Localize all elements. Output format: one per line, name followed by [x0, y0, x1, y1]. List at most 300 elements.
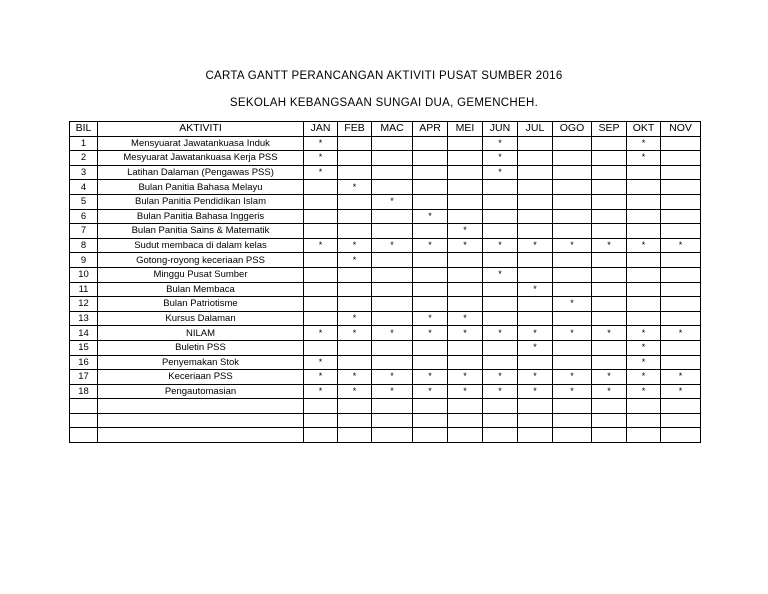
cell-mei	[448, 194, 483, 209]
cell-jul	[518, 355, 553, 370]
cell-mac: *	[372, 370, 413, 385]
cell-sep	[592, 253, 627, 268]
header-ogo: OGO	[553, 122, 592, 137]
cell-ogo	[553, 267, 592, 282]
cell-mac	[372, 340, 413, 355]
header-aktiviti: AKTIVITI	[98, 122, 304, 137]
cell-okt	[627, 267, 661, 282]
cell-ogo	[553, 194, 592, 209]
cell-ogo	[553, 224, 592, 239]
cell-nov	[661, 136, 701, 151]
cell-ogo	[553, 209, 592, 224]
cell-ogo	[553, 180, 592, 195]
cell-jun	[483, 297, 518, 312]
cell-jun: *	[483, 384, 518, 399]
cell-jul	[518, 399, 553, 414]
header-jul: JUL	[518, 122, 553, 137]
table-row	[70, 267, 701, 282]
cell-okt: *	[627, 370, 661, 385]
cell-apr: *	[413, 209, 448, 224]
cell-sep	[592, 355, 627, 370]
cell-apr	[413, 355, 448, 370]
cell-jul: *	[518, 384, 553, 399]
cell-feb	[338, 267, 372, 282]
table-row	[70, 326, 701, 341]
cell-jun	[483, 194, 518, 209]
header-mac: MAC	[372, 122, 413, 137]
cell-jul	[518, 413, 553, 428]
cell-ogo: *	[553, 384, 592, 399]
cell-okt: *	[627, 238, 661, 253]
cell-feb: *	[338, 326, 372, 341]
cell-sep	[592, 267, 627, 282]
cell-mac: *	[372, 238, 413, 253]
cell-mac	[372, 165, 413, 180]
cell-jun: *	[483, 238, 518, 253]
cell-mei	[448, 267, 483, 282]
row-aktiviti: Penyemakan Stok	[98, 355, 304, 370]
document-subtitle: SEKOLAH KEBANGSAAN SUNGAI DUA, GEMENCHEH.	[229, 97, 539, 109]
cell-jul	[518, 180, 553, 195]
cell-mei	[448, 136, 483, 151]
cell-sep: *	[592, 238, 627, 253]
row-aktiviti: Mensyuarat Jawatankuasa Induk	[98, 136, 304, 151]
cell-jun	[483, 428, 518, 443]
cell-sep	[592, 194, 627, 209]
cell-mei: *	[448, 224, 483, 239]
row-aktiviti: Bulan Panitia Pendidikan Islam	[98, 194, 304, 209]
cell-mac	[372, 136, 413, 151]
cell-feb	[338, 399, 372, 414]
table-row	[70, 282, 701, 297]
cell-mei	[448, 253, 483, 268]
cell-ogo	[553, 413, 592, 428]
table-row	[70, 428, 701, 443]
cell-jun: *	[483, 136, 518, 151]
cell-mac: *	[372, 194, 413, 209]
cell-mei	[448, 209, 483, 224]
row-aktiviti: Buletin PSS	[98, 340, 304, 355]
cell-okt	[627, 297, 661, 312]
cell-mac	[372, 413, 413, 428]
cell-jun	[483, 180, 518, 195]
cell-feb: *	[338, 384, 372, 399]
header-jun: JUN	[483, 122, 518, 137]
cell-feb: *	[338, 253, 372, 268]
cell-okt	[627, 165, 661, 180]
cell-sep	[592, 297, 627, 312]
cell-sep	[592, 151, 627, 166]
cell-jul	[518, 267, 553, 282]
cell-jan: *	[304, 165, 338, 180]
cell-sep: *	[592, 384, 627, 399]
cell-ogo: *	[553, 297, 592, 312]
cell-ogo: *	[553, 238, 592, 253]
row-bil	[70, 428, 98, 443]
table-row	[70, 297, 701, 312]
cell-nov	[661, 209, 701, 224]
cell-okt: *	[627, 326, 661, 341]
row-bil: 16	[70, 355, 98, 370]
cell-apr: *	[413, 326, 448, 341]
cell-ogo	[553, 282, 592, 297]
cell-okt	[627, 413, 661, 428]
cell-sep: *	[592, 326, 627, 341]
cell-jan: *	[304, 384, 338, 399]
cell-apr	[413, 413, 448, 428]
row-aktiviti: Minggu Pusat Sumber	[98, 267, 304, 282]
cell-nov: *	[661, 384, 701, 399]
cell-sep	[592, 340, 627, 355]
cell-okt	[627, 194, 661, 209]
cell-jan: *	[304, 355, 338, 370]
row-bil: 5	[70, 194, 98, 209]
cell-sep	[592, 209, 627, 224]
cell-jan: *	[304, 326, 338, 341]
cell-feb: *	[338, 370, 372, 385]
cell-nov	[661, 180, 701, 195]
document-title: CARTA GANTT PERANCANGAN AKTIVITI PUSAT SUMBER 2016	[205, 70, 563, 82]
cell-sep: *	[592, 370, 627, 385]
cell-mac	[372, 355, 413, 370]
cell-jun	[483, 282, 518, 297]
cell-sep	[592, 136, 627, 151]
row-bil: 14	[70, 326, 98, 341]
cell-nov	[661, 253, 701, 268]
cell-mac	[372, 297, 413, 312]
cell-okt	[627, 399, 661, 414]
cell-mei	[448, 282, 483, 297]
row-bil: 4	[70, 180, 98, 195]
cell-mei: *	[448, 311, 483, 326]
row-bil: 8	[70, 238, 98, 253]
cell-apr	[413, 165, 448, 180]
cell-jul: *	[518, 238, 553, 253]
row-aktiviti: Latihan Dalaman (Pengawas PSS)	[98, 165, 304, 180]
cell-feb: *	[338, 180, 372, 195]
cell-apr	[413, 267, 448, 282]
table-row	[70, 370, 701, 385]
cell-nov	[661, 428, 701, 443]
cell-jan	[304, 311, 338, 326]
cell-ogo	[553, 151, 592, 166]
cell-sep	[592, 180, 627, 195]
cell-jun	[483, 340, 518, 355]
row-bil: 2	[70, 151, 98, 166]
cell-okt	[627, 428, 661, 443]
cell-jan	[304, 194, 338, 209]
cell-jan	[304, 253, 338, 268]
cell-jan: *	[304, 151, 338, 166]
row-aktiviti: Bulan Membaca	[98, 282, 304, 297]
cell-apr	[413, 428, 448, 443]
table-row	[70, 413, 701, 428]
row-bil: 7	[70, 224, 98, 239]
table-row	[70, 355, 701, 370]
row-aktiviti: Bulan Panitia Sains & Matematik	[98, 224, 304, 239]
cell-mac	[372, 224, 413, 239]
header-nov: NOV	[661, 122, 701, 137]
row-aktiviti: NILAM	[98, 326, 304, 341]
cell-mei	[448, 340, 483, 355]
cell-okt: *	[627, 151, 661, 166]
cell-jan	[304, 267, 338, 282]
cell-mac	[372, 428, 413, 443]
row-bil: 17	[70, 370, 98, 385]
cell-apr: *	[413, 384, 448, 399]
cell-mei: *	[448, 384, 483, 399]
cell-jan	[304, 340, 338, 355]
row-bil: 12	[70, 297, 98, 312]
cell-ogo	[553, 165, 592, 180]
cell-apr: *	[413, 311, 448, 326]
cell-feb	[338, 151, 372, 166]
cell-apr	[413, 340, 448, 355]
cell-mac	[372, 180, 413, 195]
header-apr: APR	[413, 122, 448, 137]
table-row	[70, 180, 701, 195]
cell-nov	[661, 399, 701, 414]
cell-feb	[338, 209, 372, 224]
cell-mac: *	[372, 326, 413, 341]
cell-jul: *	[518, 282, 553, 297]
cell-mac: *	[372, 384, 413, 399]
cell-apr	[413, 282, 448, 297]
table-row	[70, 151, 701, 166]
cell-ogo	[553, 399, 592, 414]
cell-nov	[661, 413, 701, 428]
cell-apr	[413, 224, 448, 239]
cell-okt: *	[627, 340, 661, 355]
row-aktiviti	[98, 413, 304, 428]
table-row	[70, 165, 701, 180]
cell-mei: *	[448, 326, 483, 341]
cell-jul	[518, 136, 553, 151]
cell-jun	[483, 253, 518, 268]
gantt-body	[70, 136, 701, 442]
cell-apr	[413, 151, 448, 166]
table-row	[70, 209, 701, 224]
cell-nov	[661, 340, 701, 355]
cell-feb	[338, 165, 372, 180]
row-aktiviti: Bulan Patriotisme	[98, 297, 304, 312]
cell-jul	[518, 194, 553, 209]
cell-jun: *	[483, 151, 518, 166]
cell-feb	[338, 428, 372, 443]
table-row	[70, 399, 701, 414]
table-row	[70, 136, 701, 151]
cell-jan	[304, 180, 338, 195]
cell-ogo: *	[553, 326, 592, 341]
cell-ogo	[553, 428, 592, 443]
cell-nov	[661, 151, 701, 166]
cell-mac	[372, 282, 413, 297]
cell-sep	[592, 165, 627, 180]
cell-jan	[304, 209, 338, 224]
cell-mac	[372, 209, 413, 224]
cell-apr	[413, 194, 448, 209]
cell-jul	[518, 165, 553, 180]
cell-okt	[627, 180, 661, 195]
cell-jul	[518, 428, 553, 443]
cell-jan: *	[304, 370, 338, 385]
cell-nov	[661, 282, 701, 297]
cell-okt	[627, 282, 661, 297]
cell-sep	[592, 311, 627, 326]
cell-mei: *	[448, 238, 483, 253]
cell-jun	[483, 413, 518, 428]
cell-mei	[448, 297, 483, 312]
table-row	[70, 238, 701, 253]
table-row	[70, 253, 701, 268]
cell-apr	[413, 136, 448, 151]
cell-jun	[483, 355, 518, 370]
cell-jan	[304, 224, 338, 239]
cell-sep	[592, 282, 627, 297]
cell-nov: *	[661, 326, 701, 341]
row-aktiviti: Keceriaan PSS	[98, 370, 304, 385]
cell-okt	[627, 224, 661, 239]
header-bil: BIL	[70, 122, 98, 137]
cell-nov	[661, 224, 701, 239]
cell-feb	[338, 413, 372, 428]
cell-mac	[372, 267, 413, 282]
cell-feb	[338, 340, 372, 355]
cell-jan	[304, 282, 338, 297]
row-aktiviti: Pengautomasian	[98, 384, 304, 399]
cell-mac	[372, 311, 413, 326]
cell-jun	[483, 399, 518, 414]
table-row	[70, 194, 701, 209]
cell-okt: *	[627, 384, 661, 399]
cell-nov	[661, 297, 701, 312]
cell-jun: *	[483, 165, 518, 180]
row-aktiviti: Mesyuarat Jawatankuasa Kerja PSS	[98, 151, 304, 166]
row-bil	[70, 399, 98, 414]
cell-ogo: *	[553, 370, 592, 385]
cell-jul	[518, 253, 553, 268]
cell-sep	[592, 413, 627, 428]
cell-mei: *	[448, 370, 483, 385]
cell-feb	[338, 355, 372, 370]
cell-jul: *	[518, 326, 553, 341]
cell-jun: *	[483, 267, 518, 282]
row-aktiviti	[98, 399, 304, 414]
cell-okt	[627, 253, 661, 268]
cell-jul	[518, 151, 553, 166]
cell-okt	[627, 311, 661, 326]
row-aktiviti: Sudut membaca di dalam kelas	[98, 238, 304, 253]
header-row	[70, 122, 701, 137]
cell-okt: *	[627, 136, 661, 151]
row-bil: 3	[70, 165, 98, 180]
cell-jun	[483, 224, 518, 239]
table-row	[70, 224, 701, 239]
cell-mei	[448, 413, 483, 428]
cell-nov	[661, 194, 701, 209]
row-aktiviti	[98, 428, 304, 443]
cell-nov: *	[661, 370, 701, 385]
cell-ogo	[553, 253, 592, 268]
row-aktiviti: Bulan Panitia Bahasa Melayu	[98, 180, 304, 195]
cell-nov	[661, 355, 701, 370]
cell-nov	[661, 311, 701, 326]
row-aktiviti: Bulan Panitia Bahasa Inggeris	[98, 209, 304, 224]
cell-nov: *	[661, 238, 701, 253]
cell-jan	[304, 297, 338, 312]
cell-nov	[661, 165, 701, 180]
cell-ogo	[553, 311, 592, 326]
header-jan: JAN	[304, 122, 338, 137]
cell-apr	[413, 180, 448, 195]
cell-sep	[592, 224, 627, 239]
cell-feb	[338, 224, 372, 239]
cell-feb	[338, 297, 372, 312]
cell-jan: *	[304, 238, 338, 253]
cell-mei	[448, 428, 483, 443]
cell-mei	[448, 399, 483, 414]
cell-mei	[448, 180, 483, 195]
cell-feb: *	[338, 238, 372, 253]
cell-jul	[518, 224, 553, 239]
cell-apr: *	[413, 238, 448, 253]
cell-jan: *	[304, 136, 338, 151]
cell-mei	[448, 151, 483, 166]
cell-apr	[413, 399, 448, 414]
cell-jun: *	[483, 326, 518, 341]
row-bil: 6	[70, 209, 98, 224]
row-aktiviti: Gotong-royong keceriaan PSS	[98, 253, 304, 268]
header-okt: OKT	[627, 122, 661, 137]
row-aktiviti: Kursus Dalaman	[98, 311, 304, 326]
cell-jun: *	[483, 370, 518, 385]
cell-jul	[518, 209, 553, 224]
header-sep: SEP	[592, 122, 627, 137]
cell-jan	[304, 413, 338, 428]
cell-ogo	[553, 136, 592, 151]
row-bil: 1	[70, 136, 98, 151]
cell-okt: *	[627, 355, 661, 370]
cell-apr: *	[413, 370, 448, 385]
row-bil: 13	[70, 311, 98, 326]
row-bil: 10	[70, 267, 98, 282]
cell-jun	[483, 209, 518, 224]
cell-feb	[338, 136, 372, 151]
cell-jul: *	[518, 370, 553, 385]
cell-sep	[592, 399, 627, 414]
cell-apr	[413, 253, 448, 268]
cell-jan	[304, 428, 338, 443]
cell-feb	[338, 282, 372, 297]
header-feb: FEB	[338, 122, 372, 137]
cell-mei	[448, 355, 483, 370]
cell-apr	[413, 297, 448, 312]
cell-jul	[518, 297, 553, 312]
cell-feb	[338, 194, 372, 209]
cell-okt	[627, 209, 661, 224]
cell-mac	[372, 399, 413, 414]
header-mei: MEI	[448, 122, 483, 137]
table-row	[70, 384, 701, 399]
cell-mac	[372, 151, 413, 166]
cell-jul	[518, 311, 553, 326]
row-bil: 15	[70, 340, 98, 355]
gantt-table	[69, 121, 701, 443]
cell-jul: *	[518, 340, 553, 355]
cell-feb: *	[338, 311, 372, 326]
row-bil: 18	[70, 384, 98, 399]
cell-sep	[592, 428, 627, 443]
